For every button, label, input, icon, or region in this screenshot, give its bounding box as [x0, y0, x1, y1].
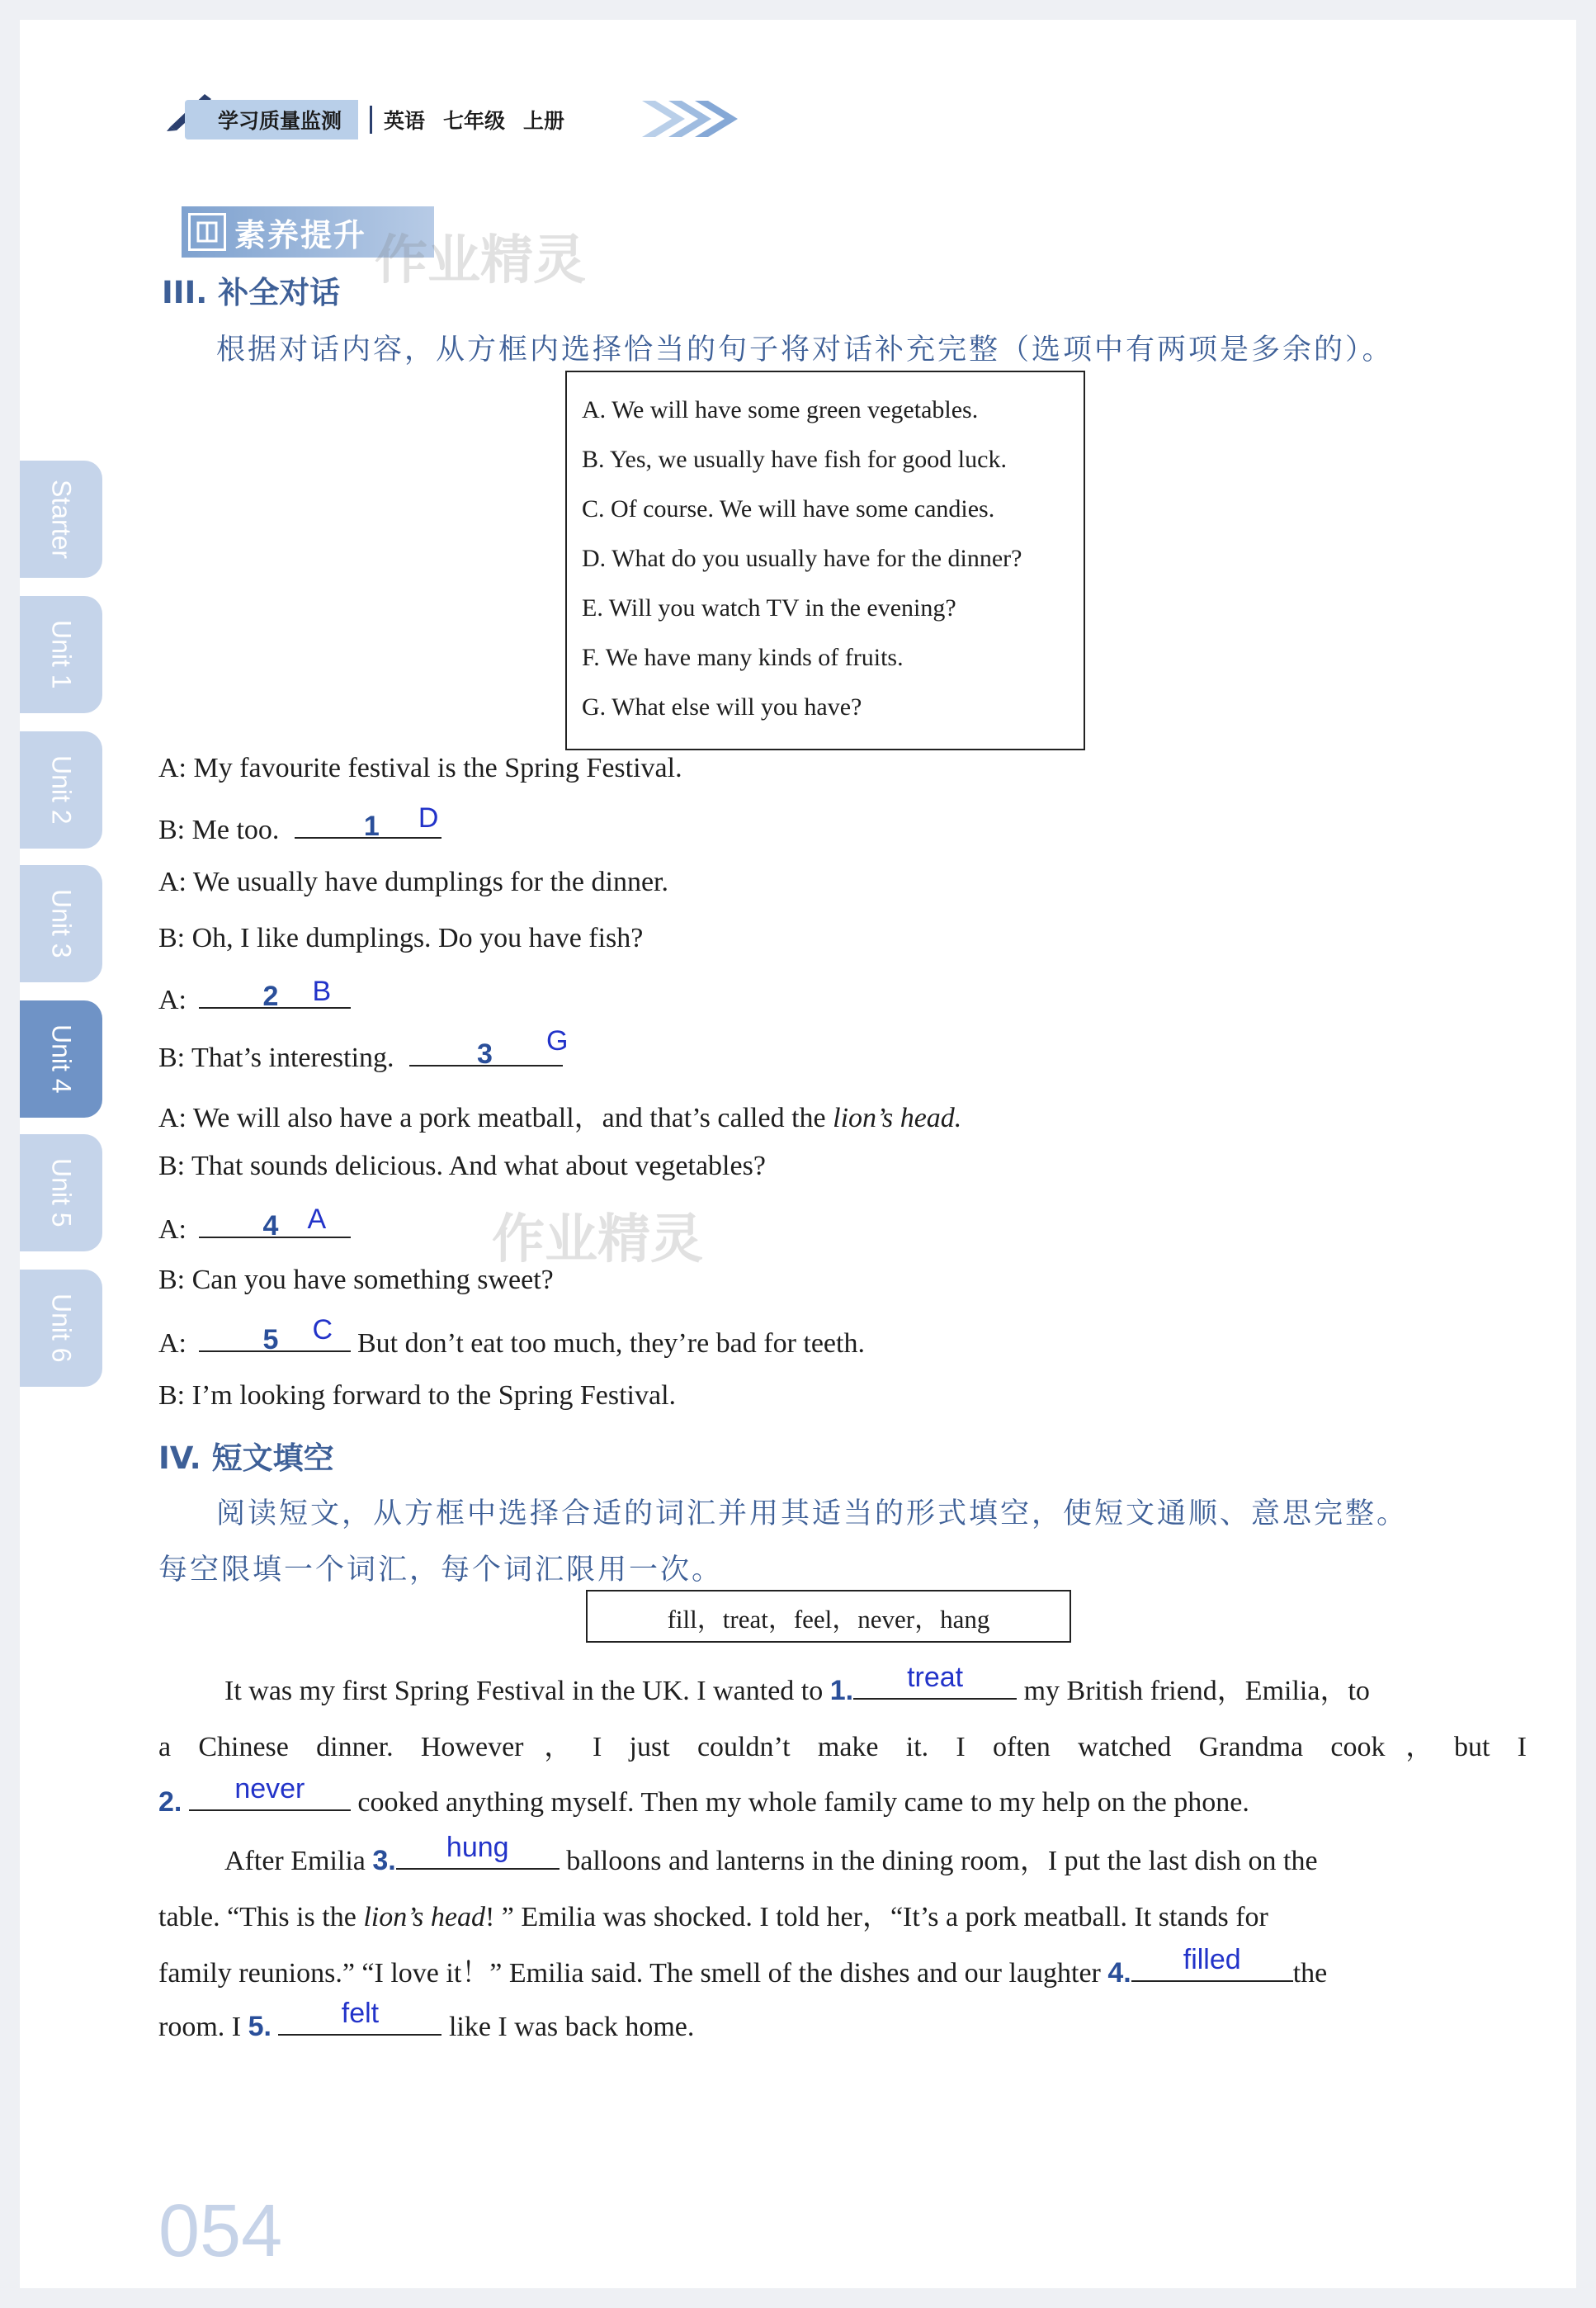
- passage-line-3: [158, 1773, 1527, 1818]
- dialogue-text: But don’t eat too much, they’re bad for teeth.: [357, 1328, 865, 1359]
- passage-line-5: [158, 1894, 1527, 1934]
- blank-number-1: 1: [363, 811, 380, 842]
- speaker-text: B: That’s interesting.: [158, 1043, 394, 1073]
- passage-blank-number-2: 2.: [158, 1786, 182, 1818]
- dialogue-line-7: [158, 1095, 961, 1135]
- passage-line-1: [224, 1662, 1527, 1708]
- tab-unit-1[interactable]: [20, 596, 102, 713]
- speaker-text: A:: [158, 1328, 187, 1359]
- option-g: G. What else will you have?: [582, 693, 862, 721]
- passage-text: family reunions.” “I love it！” Emilia said. The smell of the dishes and our laughter: [158, 1958, 1101, 1989]
- passage-blank-1[interactable]: [853, 1662, 1017, 1700]
- dialogue-line-12: B: I’m looking forward to the Spring Festival.: [158, 1380, 677, 1411]
- dialogue-line-2: [158, 802, 441, 846]
- handwritten-answer-never: never: [234, 1773, 305, 1804]
- passage-line-6: [158, 1944, 1527, 1990]
- handwritten-answer-treat: treat: [907, 1662, 964, 1693]
- tab-label: Unit 3: [46, 889, 77, 958]
- option-f: F. We have many kinds of fruits.: [582, 644, 904, 671]
- handwritten-answer-3: G: [546, 1025, 569, 1057]
- handwritten-answer-felt: felt: [341, 1998, 380, 2029]
- answer-blank-5[interactable]: [199, 1314, 351, 1355]
- passage-blank-4[interactable]: [1131, 1944, 1293, 1982]
- option-a: A. We will have some green vegetables.: [582, 396, 979, 423]
- handwritten-answer-hung: hung: [446, 1832, 509, 1863]
- passage-blank-number-4: 4.: [1107, 1957, 1131, 1989]
- handwritten-answer-1: D: [418, 802, 439, 834]
- handwritten-answer-filled: filled: [1183, 1944, 1241, 1975]
- answer-blank-1[interactable]: [295, 802, 441, 842]
- section-4-instruction-1: 阅读短文，从方框中选择合适的词汇并用其适当的形式填空，使短文通顺、意思完整。: [216, 1497, 1409, 1530]
- section-4-instruction-2: 每空限填一个词汇，每个词汇限用一次。: [158, 1554, 724, 1587]
- tab-label: Unit 2: [46, 755, 77, 825]
- lions-head-term: lion’s head.: [833, 1103, 962, 1133]
- passage-line-4: [224, 1832, 1527, 1878]
- passage-text: like I was back home.: [448, 2012, 695, 2042]
- option-d: D. What do you usually have for the dinner?: [582, 545, 1022, 572]
- dialogue-line-9: [158, 1204, 351, 1246]
- speaker-text: A:: [158, 1214, 187, 1245]
- tab-unit-4[interactable]: [20, 1000, 102, 1118]
- watermark: 作业精灵: [492, 1209, 703, 1270]
- page-number: 054: [158, 2190, 283, 2273]
- workbook-page: [20, 20, 1576, 2288]
- passage-line-2: a Chinese dinner. However，I just couldn’t make it. I often watched Grandma cook，but I: [158, 1732, 1527, 1762]
- tab-unit-3[interactable]: [20, 865, 102, 982]
- blank-number-4: 4: [262, 1210, 279, 1241]
- series-title: 学习质量监测: [185, 100, 358, 140]
- handwritten-answer-4: A: [307, 1204, 327, 1235]
- passage-text: balloons and lanterns in the dining room，I put the last dish on the: [566, 1846, 1318, 1876]
- book-icon: [188, 213, 226, 251]
- banner-title: 素养提升: [234, 216, 367, 253]
- lions-head-term: lion’s head: [363, 1902, 485, 1932]
- passage-blank-3[interactable]: [396, 1832, 560, 1870]
- tab-unit-6[interactable]: [20, 1270, 102, 1387]
- tab-label: Starter: [46, 479, 77, 560]
- tab-starter[interactable]: [20, 461, 102, 578]
- passage-text: my British friend，Emilia，to: [1023, 1676, 1370, 1706]
- tab-label: Unit 6: [46, 1294, 77, 1363]
- passage-text: room. I: [158, 2012, 242, 2042]
- page-header: [185, 101, 583, 139]
- tab-label: Unit 5: [46, 1158, 77, 1227]
- dialogue-line-10: B: Can you have something sweet?: [158, 1265, 554, 1295]
- dialogue-line-5: [158, 976, 351, 1016]
- speaker-text: A:: [158, 985, 187, 1015]
- passage-blank-number-5: 5.: [248, 2011, 272, 2042]
- answer-blank-2[interactable]: [199, 976, 351, 1012]
- passage-blank-2[interactable]: [189, 1773, 351, 1811]
- passage-blank-number-3: 3.: [372, 1845, 396, 1876]
- passage-text: It was my first Spring Festival in the UK. I wanted to: [224, 1676, 824, 1706]
- passage-text: After Emilia: [224, 1846, 366, 1876]
- option-e: E. Will you watch TV in the evening?: [582, 594, 956, 622]
- dialogue-line-3: A: We usually have dumplings for the dinner.: [158, 867, 668, 897]
- dialogue-text: A: We will also have a pork meatball，and that’s called the: [158, 1103, 833, 1133]
- speaker-text: B: Me too.: [158, 815, 280, 845]
- word-bank: fill，treat，feel，never，hang: [667, 1604, 990, 1634]
- options-box: [565, 371, 1085, 750]
- chevron-decoration-icon: [639, 96, 746, 142]
- passage-blank-5[interactable]: [278, 1998, 441, 2036]
- volume-label: 上册: [523, 109, 565, 133]
- word-bank-box: [586, 1590, 1071, 1643]
- passage-text: ! ” Emilia was shocked. I told her，“It’s a pork meatball. It stands for: [484, 1902, 1268, 1932]
- option-c: C. Of course. We will have some candies.: [582, 495, 995, 523]
- dialogue-line-8: B: That sounds delicious. And what about vegetables?: [158, 1151, 766, 1181]
- dialogue-line-6: [158, 1025, 569, 1074]
- section-4-title: IV. 短文填空: [158, 1440, 334, 1476]
- blank-number-5: 5: [262, 1324, 279, 1355]
- watermark: 作业精灵: [375, 230, 586, 291]
- section-3-instruction: 根据对话内容，从方框内选择恰当的句子将对话补充完整（选项中有两项是多余的）。: [216, 333, 1394, 367]
- handwritten-answer-2: B: [312, 976, 332, 1007]
- option-b: B. Yes, we usually have fish for good luck.: [582, 446, 1007, 473]
- blank-number-2: 2: [262, 981, 279, 1012]
- book-info: [384, 105, 583, 135]
- tab-label: Unit 1: [46, 620, 77, 689]
- section-3-title: III. 补全对话: [162, 275, 341, 310]
- header-divider: [370, 106, 372, 134]
- answer-blank-4[interactable]: [199, 1204, 351, 1241]
- tab-unit-5[interactable]: [20, 1134, 102, 1251]
- passage-text: table. “This is the: [158, 1902, 364, 1932]
- passage-text: cooked anything myself. Then my whole family came to my help on the phone.: [357, 1787, 1249, 1818]
- tab-unit-2[interactable]: [20, 731, 102, 849]
- answer-blank-3[interactable]: [409, 1025, 569, 1070]
- blank-number-3: 3: [477, 1038, 493, 1070]
- dialogue-line-1: A: My favourite festival is the Spring Festival.: [158, 753, 682, 783]
- dialogue-line-4: B: Oh, I like dumplings. Do you have fish?: [158, 923, 644, 953]
- passage-blank-number-1: 1.: [829, 1675, 854, 1706]
- handwritten-answer-5: C: [312, 1314, 333, 1346]
- grade-label: 七年级: [443, 109, 506, 133]
- tab-label: Unit 4: [46, 1024, 77, 1094]
- dialogue-line-11: [158, 1314, 865, 1360]
- passage-text: the: [1292, 1958, 1328, 1989]
- passage-line-7: [158, 1998, 1527, 2043]
- subject-label: 英语: [384, 109, 426, 133]
